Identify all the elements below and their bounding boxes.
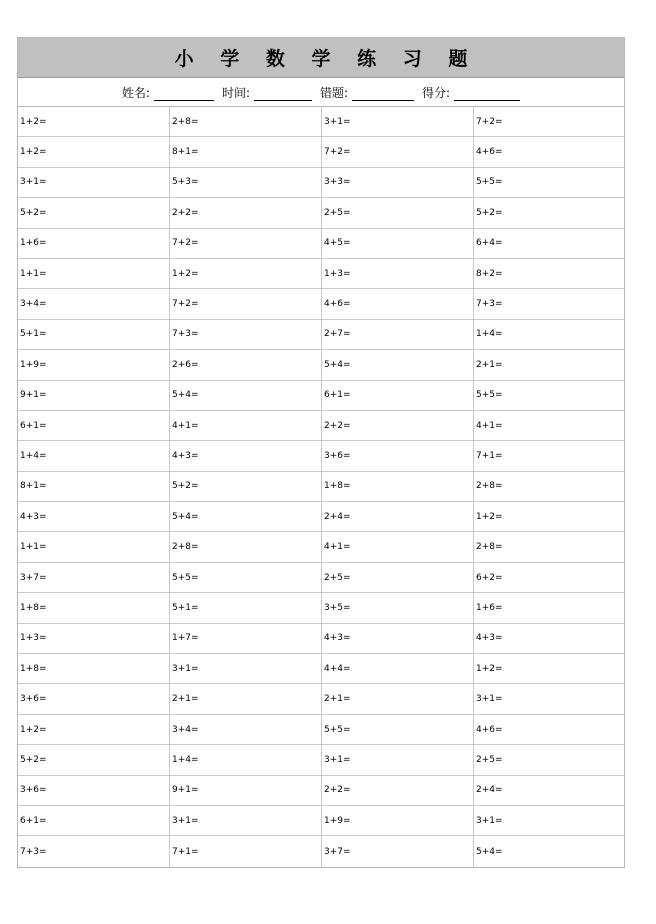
problem-cell: 5+4= <box>170 381 322 411</box>
problem-cell: 4+5= <box>322 229 474 259</box>
problem-cell: 3+1= <box>170 654 322 684</box>
problem-cell: 6+1= <box>18 806 170 836</box>
problem-cell: 2+2= <box>322 411 474 441</box>
problem-cell: 1+4= <box>474 320 624 350</box>
problem-cell: 4+3= <box>18 502 170 532</box>
problem-cell: 4+6= <box>322 289 474 319</box>
score-label: 得分: <box>422 85 451 100</box>
time-label: 时间: <box>221 85 250 100</box>
problem-cell: 1+2= <box>170 259 322 289</box>
problem-cell: 5+5= <box>322 715 474 745</box>
problem-cell: 1+9= <box>18 350 170 380</box>
problem-cell: 7+1= <box>474 441 624 471</box>
problem-cell: 5+5= <box>474 168 624 198</box>
problem-cell: 1+7= <box>170 624 322 654</box>
problem-cell: 5+4= <box>322 350 474 380</box>
problem-cell: 2+8= <box>170 532 322 562</box>
problem-cell: 6+2= <box>474 563 624 593</box>
problem-cell: 1+3= <box>322 259 474 289</box>
problem-cell: 1+6= <box>474 593 624 623</box>
problem-cell: 3+1= <box>18 168 170 198</box>
problem-cell: 1+4= <box>18 441 170 471</box>
problem-cell: 4+3= <box>474 624 624 654</box>
problem-grid <box>18 107 624 867</box>
problem-cell: 1+2= <box>474 502 624 532</box>
name-label: 姓名: <box>121 85 150 100</box>
problem-cell: 2+1= <box>170 684 322 714</box>
worksheet <box>17 37 625 868</box>
problem-cell: 1+3= <box>18 624 170 654</box>
problem-cell: 5+5= <box>170 563 322 593</box>
problem-cell: 7+2= <box>170 289 322 319</box>
problem-cell: 6+4= <box>474 229 624 259</box>
problem-cell: 7+2= <box>474 107 624 137</box>
problem-cell: 3+4= <box>170 715 322 745</box>
problem-cell: 2+1= <box>322 684 474 714</box>
problem-cell: 3+7= <box>18 563 170 593</box>
problem-cell: 3+7= <box>322 836 474 866</box>
time-blank[interactable] <box>254 88 312 101</box>
score-field[interactable] <box>422 84 520 101</box>
problem-cell: 3+1= <box>474 684 624 714</box>
problem-cell: 8+2= <box>474 259 624 289</box>
problem-cell: 1+2= <box>18 137 170 167</box>
problem-cell: 5+2= <box>18 745 170 775</box>
problem-cell: 9+1= <box>18 381 170 411</box>
problem-cell: 1+8= <box>18 654 170 684</box>
name-blank[interactable] <box>154 88 214 101</box>
title-bar <box>18 38 624 78</box>
problem-cell: 2+6= <box>170 350 322 380</box>
name-field[interactable] <box>122 84 214 101</box>
problem-cell: 4+6= <box>474 137 624 167</box>
errors-field[interactable] <box>320 84 414 101</box>
problem-cell: 7+2= <box>322 137 474 167</box>
problem-cell: 9+1= <box>170 776 322 806</box>
problem-cell: 2+4= <box>322 502 474 532</box>
problem-cell: 3+1= <box>322 745 474 775</box>
problem-cell: 6+1= <box>322 381 474 411</box>
problem-cell: 8+1= <box>18 472 170 502</box>
problem-cell: 1+8= <box>18 593 170 623</box>
problem-cell: 4+1= <box>322 532 474 562</box>
problem-cell: 3+1= <box>322 107 474 137</box>
problem-cell: 7+3= <box>170 320 322 350</box>
problem-cell: 5+2= <box>18 198 170 228</box>
problem-cell: 2+1= <box>474 350 624 380</box>
problem-cell: 1+1= <box>18 259 170 289</box>
problem-cell: 1+1= <box>18 532 170 562</box>
problem-cell: 3+1= <box>170 806 322 836</box>
problem-cell: 4+3= <box>322 624 474 654</box>
problem-cell: 3+1= <box>474 806 624 836</box>
time-field[interactable] <box>222 84 312 101</box>
problem-cell: 4+3= <box>170 441 322 471</box>
problem-cell: 4+6= <box>474 715 624 745</box>
problem-cell: 2+8= <box>474 472 624 502</box>
problem-cell: 5+4= <box>476 846 503 857</box>
problem-cell: 5+1= <box>170 593 322 623</box>
problem-cell: 2+5= <box>322 563 474 593</box>
problem-cell: 3+6= <box>18 684 170 714</box>
page-title: 小 学 数 学 练 习 题 <box>174 48 478 70</box>
problem-cell: 3+6= <box>18 776 170 806</box>
problem-cell: 4+4= <box>322 654 474 684</box>
problem-cell: 2+8= <box>474 532 624 562</box>
problem-cell: 7+2= <box>170 229 322 259</box>
problem-cell: 5+5= <box>474 381 624 411</box>
problem-cell: 1+8= <box>322 472 474 502</box>
problem-cell: 7+3= <box>474 289 624 319</box>
problem-cell: 1+4= <box>170 745 322 775</box>
problem-cell: 1+6= <box>18 229 170 259</box>
problem-cell: 2+4= <box>474 776 624 806</box>
problem-cell: 2+8= <box>170 107 322 137</box>
problem-cell: 2+2= <box>170 198 322 228</box>
problem-cell: 1+2= <box>18 107 170 137</box>
problem-cell: 1+2= <box>474 654 624 684</box>
problem-cell: 7+1= <box>170 836 322 866</box>
score-blank[interactable] <box>454 88 520 101</box>
problem-cell: 3+4= <box>18 289 170 319</box>
problem-cell: 8+1= <box>170 137 322 167</box>
problem-cell: 1+9= <box>322 806 474 836</box>
errors-label: 错题: <box>320 85 349 100</box>
problem-cell: 5+4= <box>170 502 322 532</box>
problem-cell: 2+2= <box>322 776 474 806</box>
problem-cell: 1+2= <box>18 715 170 745</box>
problem-cell: 3+6= <box>322 441 474 471</box>
errors-blank[interactable] <box>352 88 414 101</box>
problem-cell: 6+1= <box>18 411 170 441</box>
student-info-row <box>18 78 624 107</box>
problem-cell: 4+1= <box>474 411 624 441</box>
problem-cell: 5+3= <box>170 168 322 198</box>
problem-cell: 7+3= <box>18 836 170 866</box>
problem-cell: 2+7= <box>322 320 474 350</box>
problem-cell: 2+5= <box>322 198 474 228</box>
problem-cell: 5+2= <box>170 472 322 502</box>
problem-cell: 3+5= <box>322 593 474 623</box>
problem-cell: 5+1= <box>18 320 170 350</box>
problem-cell: 3+3= <box>322 168 474 198</box>
problem-cell: 2+5= <box>474 745 624 775</box>
problem-cell: 5+2= <box>474 198 624 228</box>
problem-cell: 4+1= <box>170 411 322 441</box>
